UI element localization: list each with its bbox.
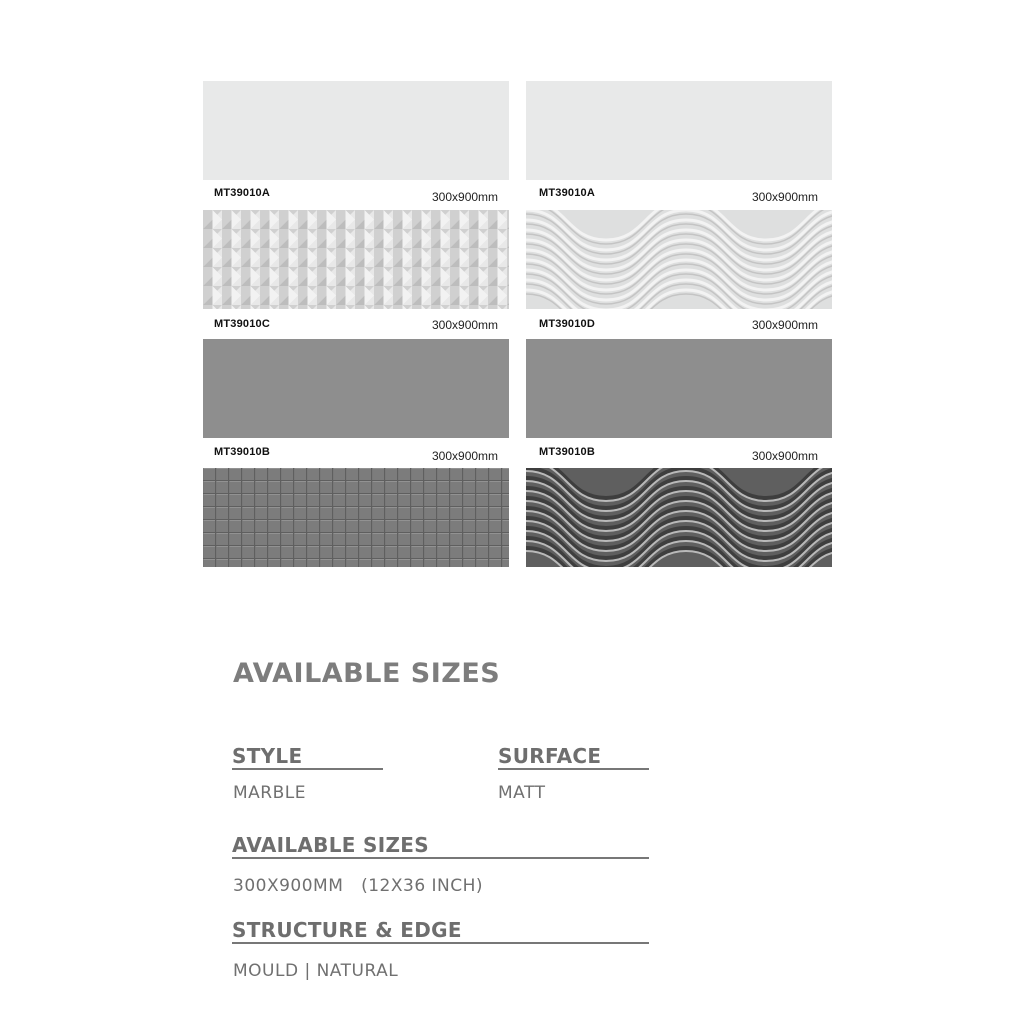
tile-code: MT39010D [539, 318, 596, 330]
style-value: MARBLE [233, 783, 306, 803]
surface-label: SURFACE [498, 744, 602, 768]
tile-code: MT39010B [214, 446, 271, 458]
tile-image-wave-light [526, 210, 832, 309]
tile-image-grey-plain [526, 339, 832, 438]
tile-image-light-plain [526, 81, 832, 180]
tile-image-light-plain [203, 81, 509, 180]
sizes-value: 300X900MM (12X36 INCH) [233, 876, 484, 896]
tile-size: 300x900mm [752, 318, 819, 332]
tile-size: 300x900mm [752, 449, 819, 463]
tile-size: 300x900mm [432, 190, 499, 204]
structure-label: STRUCTURE & EDGE [232, 918, 462, 942]
tile-size: 300x900mm [432, 449, 499, 463]
tile-code: MT39010C [214, 318, 271, 330]
tile-size: 300x900mm [432, 318, 499, 332]
tile-size: 300x900mm [752, 190, 819, 204]
surface-value: MATT [498, 783, 546, 803]
tile-image-mosaic [203, 468, 509, 567]
tile-image-wave-dark [526, 468, 832, 567]
tile-image-grey-plain [203, 339, 509, 438]
sizes-label: AVAILABLE SIZES [232, 833, 429, 857]
available-sizes-heading: AVAILABLE SIZES [233, 658, 501, 689]
tile-image-triangle-pattern [203, 210, 509, 309]
sizes-divider [232, 857, 649, 859]
tile-code: MT39010A [539, 187, 596, 199]
surface-divider [498, 768, 649, 770]
style-divider [232, 768, 383, 770]
tile-code: MT39010A [214, 187, 271, 199]
style-label: STYLE [232, 744, 303, 768]
structure-value: MOULD | NATURAL [233, 961, 399, 981]
tile-code: MT39010B [539, 446, 596, 458]
structure-divider [232, 942, 649, 944]
